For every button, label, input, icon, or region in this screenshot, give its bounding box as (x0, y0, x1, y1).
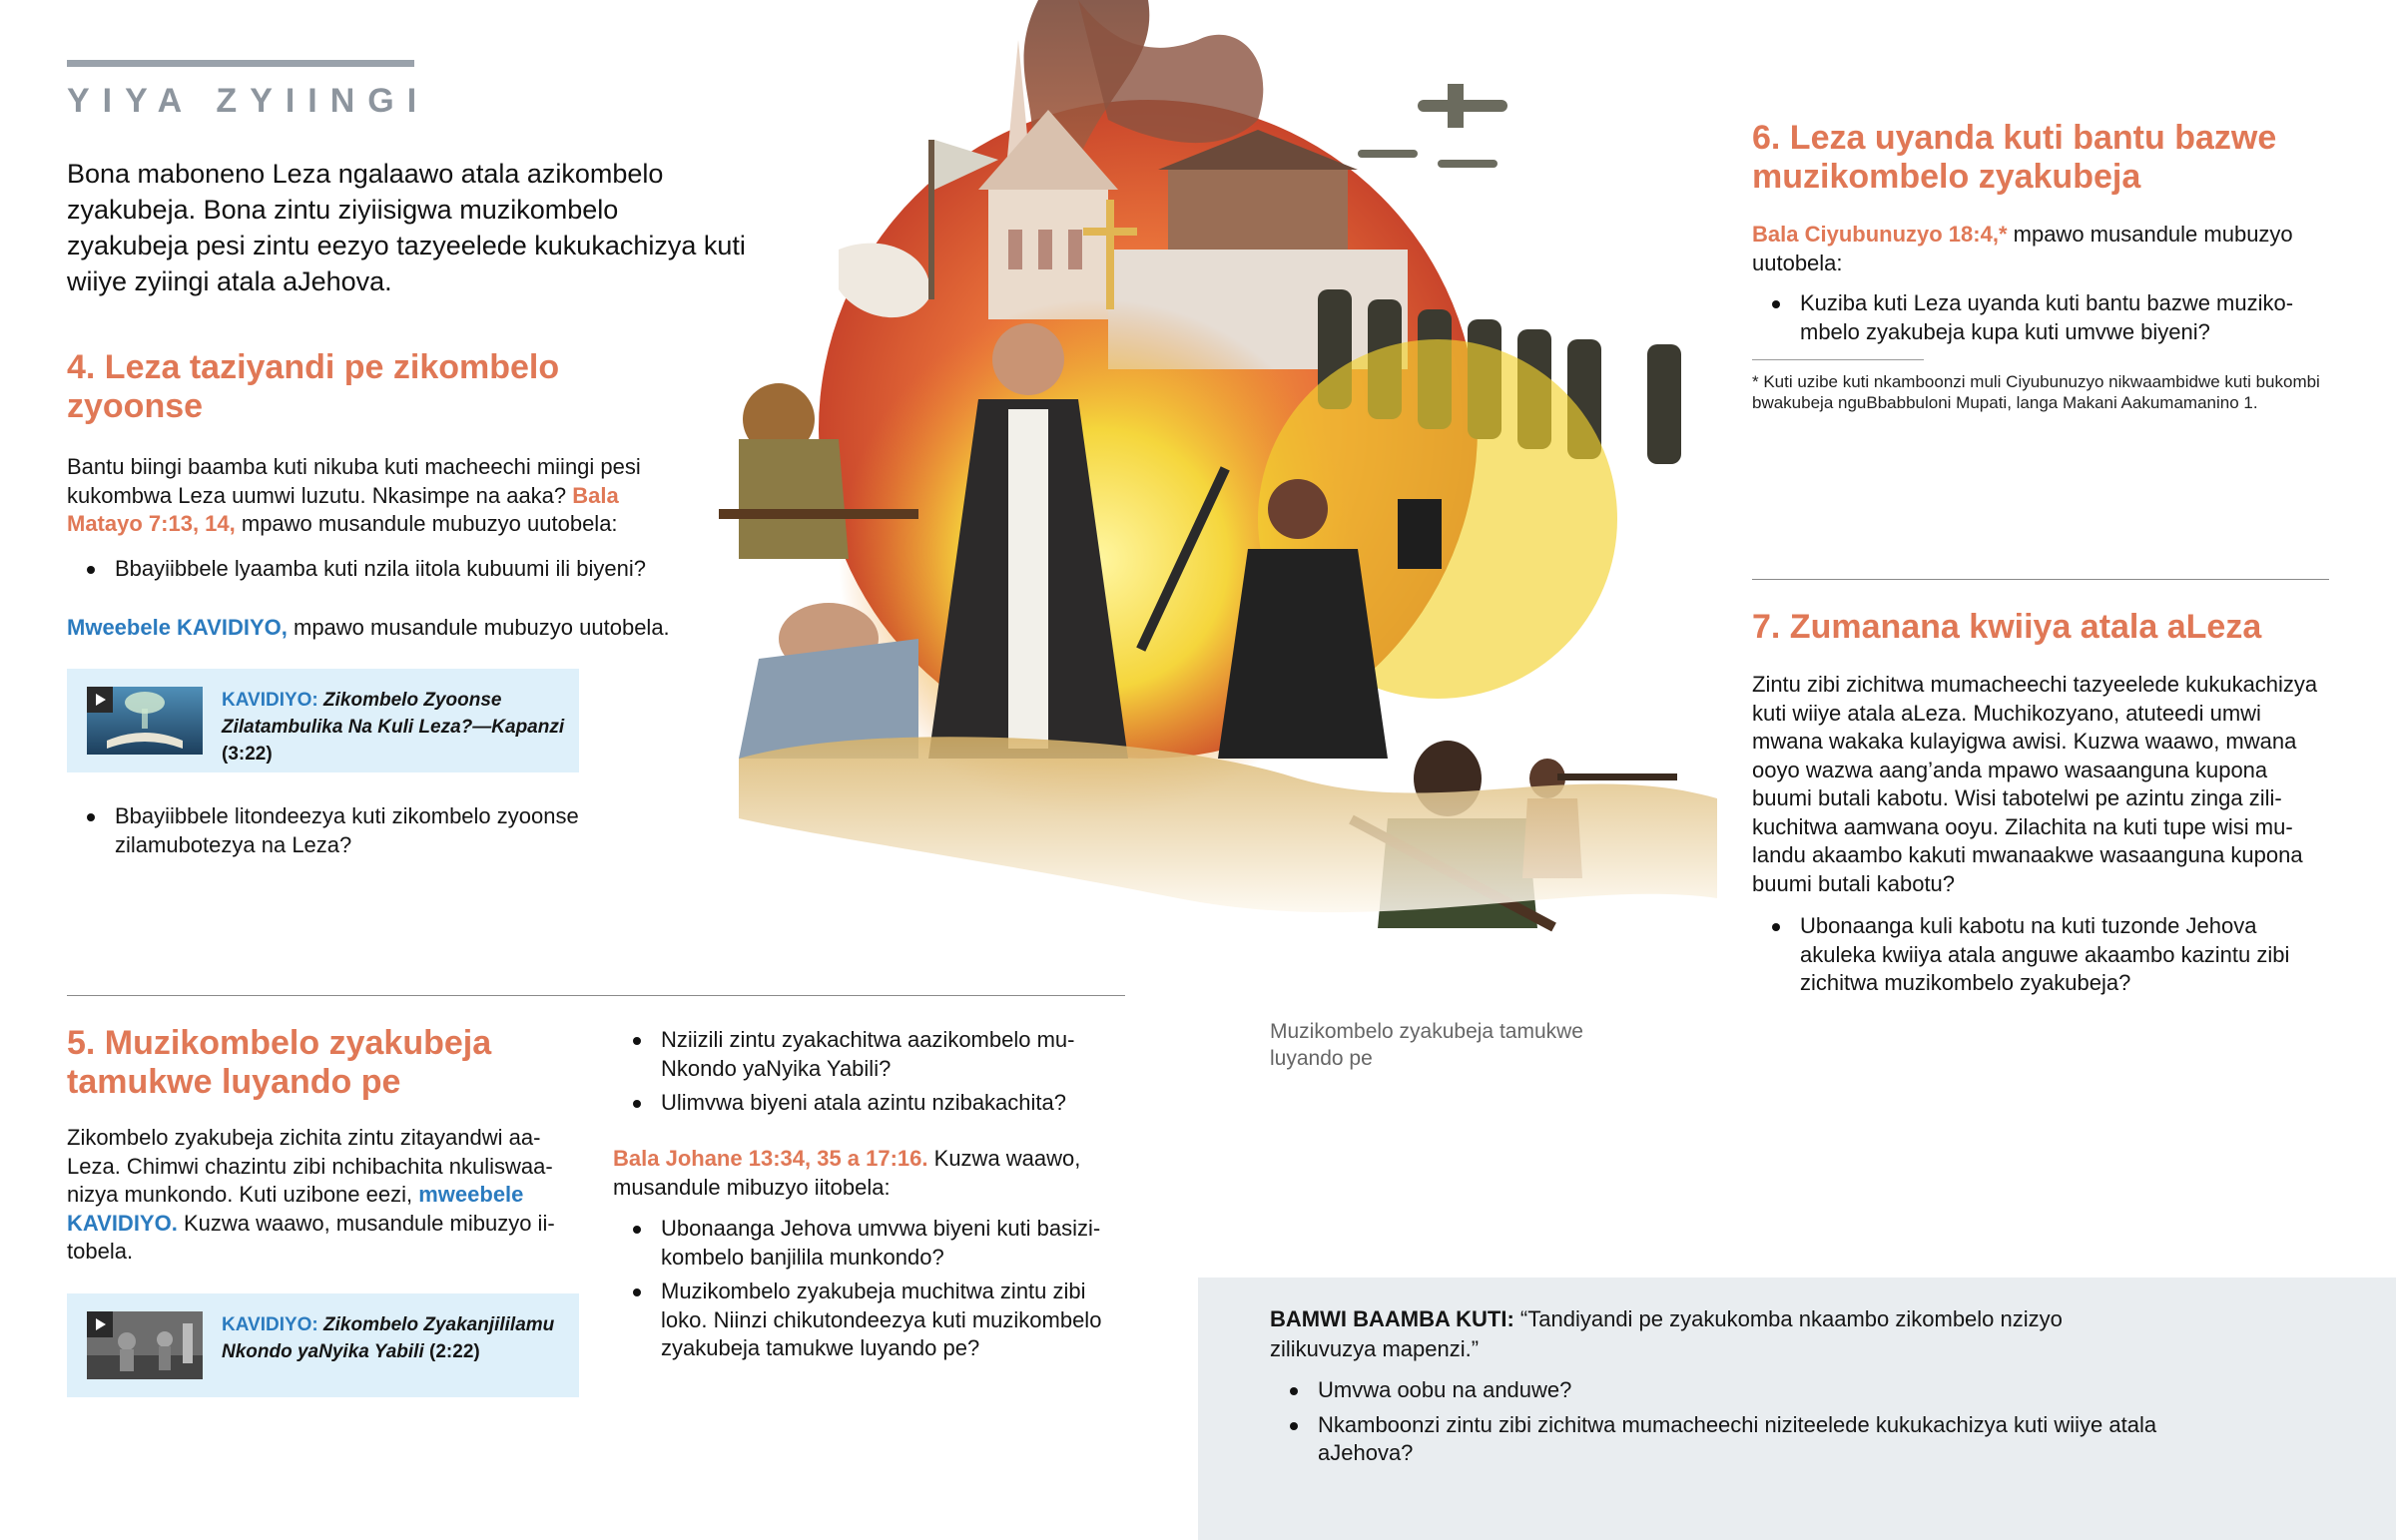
section-5-questions-1 (613, 1026, 1102, 1124)
illustration-image (679, 0, 1737, 998)
question-item: Bbayiibbele lyaamba kuti nzila iitola kubuumi ili biyeni? (67, 555, 706, 584)
section-5-reading-text: Kuzwa waawo, musandule mibuzyo iitobela: (613, 1146, 1081, 1200)
question-item: Umvwa oobu na anduwe? (1270, 1376, 2168, 1405)
section-6-title: 6. Leza uyanda kuti bantu bazwe muzikombelo zyakubeja (1752, 119, 2277, 196)
watch-video-link-2[interactable]: mweebele KAVIDIYO. (67, 1182, 524, 1236)
question-item: Ubonaanga kuli kabotu na kuti tuzonde Jehova akuleka kwiiya atala anguwe akaambo kazintu zibi zichitwa muzikombelo zyakubeja? (1752, 912, 2331, 998)
section-5-reading (613, 1145, 1102, 1202)
video-label: KAVIDIYO: (222, 690, 318, 711)
section-4-questions-2 (67, 802, 666, 865)
section-kicker: YIYA ZYIINGI (67, 82, 430, 120)
footnote: * Kuti uzibe kuti nkamboonzi muli Ciyubunuzyo nikwaambidwe kuti bukombi bwakubeja nguBbabbuloni Mupati, langa Makani Aakumamanino 1. (1752, 372, 2320, 412)
section-6-reading (1752, 221, 2331, 277)
section-5-text-b: Kuzwa waawo, musandule mibuzyo iitobela. (67, 1210, 555, 1264)
top-rule (67, 60, 414, 67)
some-say-quote-text: “Tandiyandi pe zyakukomba nkaambo zikombelo nzizyo zilikuvuzya mapenzi.” (1270, 1306, 2063, 1361)
section-7-paragraph: Zintu zibi zichitwa mumacheechi tazyeelede kukukachizya kuti wiiye atala aLeza. Muchikozyano, atuteedi umwi mwana wakaka kulayigwa awisi. Kuzwa waawo, mwana ooyo wazwa aang’anda mpawo wasaanguna kupona buumi butali kabotu. Wisi tabotelwi pe azintu zinga zilikuchitwa aamwana ooyu. Zilachita na kuti tupe wisi mulandu akaambo kakuti mwanaakwe wasaanguna kupona buumi butali kabotu? (1752, 672, 2318, 896)
section-4-text: Bantu biingi baamba kuti nikuba kuti macheechi miingi pesi kukombwa Leza uumwi luzutu. Nkasimpe na aaka? (67, 454, 641, 508)
illustration-caption: Muzikombelo zyakubeja tamukwe luyando pe (1270, 1020, 1583, 1070)
some-say-label: BAMWI BAAMBA KUTI: (1270, 1306, 1514, 1331)
video-caption (222, 1311, 579, 1365)
section-6-questions (1752, 289, 2331, 352)
video-duration: (3:22) (222, 744, 273, 765)
question-item: Kuziba kuti Leza uyanda kuti bantu bazwe muzikombelo zyakubeja kupa kuti umvwe biyeni? (1752, 289, 2331, 346)
video-card-nkondo-yanyika-yabili[interactable] (67, 1293, 579, 1397)
section-7-title: 7. Zumanana kwiiya atala aLeza (1752, 608, 2262, 646)
section-4-paragraph (67, 453, 696, 539)
some-say-questions (1270, 1376, 2168, 1468)
section-4-text-b: mpawo musandule mubuzyo uutobela: (235, 511, 618, 536)
scripture-reference-johane[interactable]: Bala Johane 13:34, 35 a 17:16. (613, 1146, 928, 1171)
video-label: KAVIDIYO: (222, 1314, 318, 1335)
intro-paragraph: Bona maboneno Leza ngalaawo atala azikombelo zyakubeja. Bona zintu ziyiisigwa muzikombelo zyakubeja pesi zintu eezyo tazyeelede kukukachizya kuti wiiye zyiingi atala aJehova. (67, 159, 746, 296)
some-say-quote (1270, 1304, 2168, 1364)
question-item: Nziizili zintu zyakachitwa aazikombelo muNkondo yaNyika Yabili? (613, 1026, 1102, 1083)
video-title: Zikombelo Zyakanjililamu Nkondo yaNyika Yabili (222, 1314, 555, 1362)
section-5-questions-2 (613, 1215, 1132, 1369)
play-icon[interactable] (87, 687, 113, 713)
section-4-title: 4. Leza taziyandi pe zikombelo zyoonse (67, 348, 560, 425)
illustration-false-religion-war (679, 0, 1737, 998)
section-7-questions (1752, 912, 2331, 1004)
video-caption (222, 687, 579, 768)
question-item: Nkamboonzi zintu zibi zichitwa mumacheechi niziteelede kukukachizya kuti wiiye atala aJehova? (1270, 1411, 2168, 1468)
video-card-zikombelo-zyoonse[interactable] (67, 669, 579, 772)
some-say-content (1270, 1304, 2168, 1474)
section-4-questions-1 (67, 555, 706, 590)
question-item: Ubonaanga Jehova umvwa biyeni kuti basizikombelo banjilila munkondo? (613, 1215, 1132, 1272)
video-duration: (2:22) (429, 1341, 480, 1362)
video-title: Zikombelo Zyoonse Zilatambulika Na Kuli Leza?—Kapanzi (222, 690, 565, 738)
watch-video-link[interactable]: Mweebele KAVIDIYO, (67, 615, 288, 640)
section-5-text: Zikombelo zyakubeja zichita zintu zitayandwi aaLeza. Chimwi chazintu zibi nchibachita nkuliswaanizya munkondo. Kuti uzibone eezi, (67, 1125, 553, 1207)
question-item: Muzikombelo zyakubeja muchitwa zintu zibi loko. Niinzi chikutondeezya kuti muzikombelo zyakubeja tamukwe luyando pe? (613, 1278, 1132, 1363)
scripture-reference-ciyubunuzyo[interactable]: Bala Ciyubunuzyo 18:4,* (1752, 222, 2008, 247)
video-thumbnail[interactable] (87, 687, 203, 755)
play-icon[interactable] (87, 1311, 113, 1337)
question-item: Ulimvwa biyeni atala azintu nzibakachita? (613, 1089, 1102, 1118)
watch-video-text: mpawo musandule mubuzyo uutobela. (287, 615, 670, 640)
section-divider (1752, 579, 2329, 580)
video-thumbnail[interactable] (87, 1311, 203, 1379)
section-6-reading-text: mpawo musandule mubuzyo uutobela: (1752, 222, 2293, 275)
section-5-title: 5. Muzikombelo zyakubeja tamukwe luyando pe (67, 1024, 492, 1101)
footnote-rule (1752, 359, 1924, 360)
question-item: Bbayiibbele litondeezya kuti zikombelo zyoonse zilamubotezya na Leza? (67, 802, 666, 859)
section-5-paragraph (67, 1124, 576, 1267)
scripture-reference-matayo[interactable]: Bala Matayo 7:13, 14, (67, 482, 619, 536)
watch-video-instruction (67, 614, 746, 643)
